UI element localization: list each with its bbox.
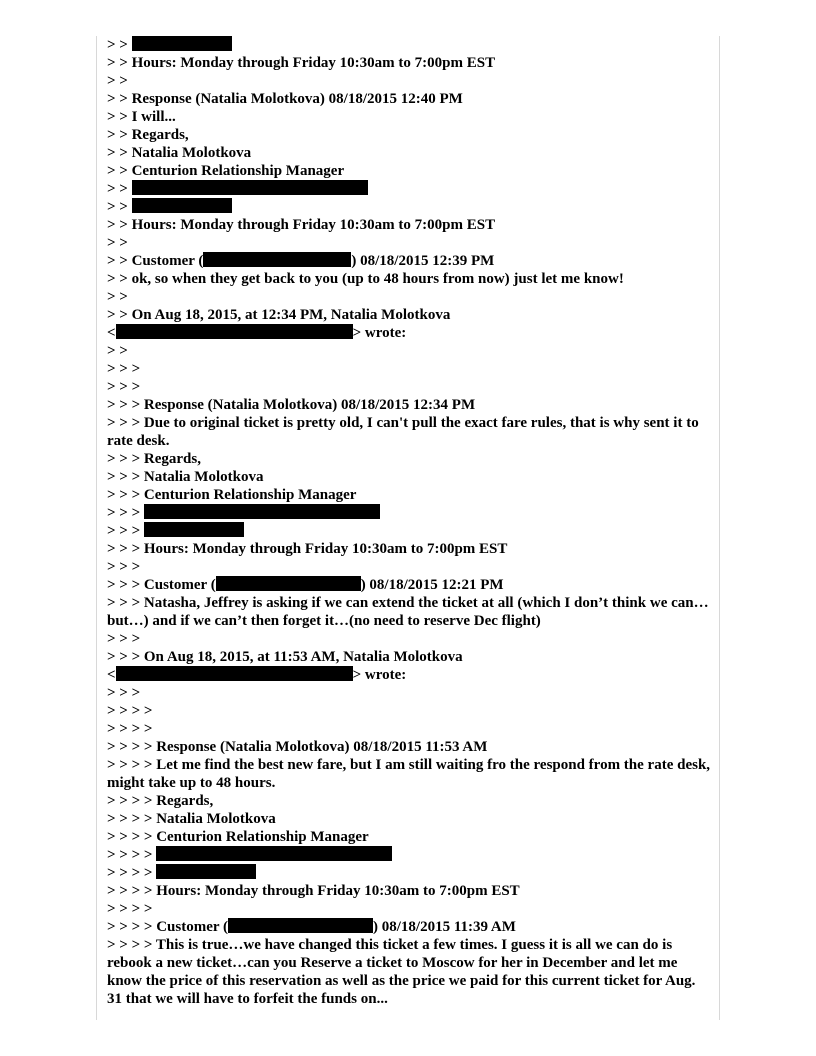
page-border-left [96,36,97,1020]
text-line: > > Natalia Molotkova [107,145,252,161]
text-line: > > [107,289,128,305]
text-line [107,324,712,342]
redaction-bar [132,198,232,213]
text-line: > > Hours: Monday through Friday 10:30am to 7:00pm EST [107,55,496,71]
text-line: > > > Response (Natalia Molotkova) 08/18/2015 12:34 PM [107,397,476,413]
text-line: > > > Natalia Molotkova [107,469,264,485]
line-prefix: > > > > [107,847,157,863]
line-prefix: < [107,325,116,341]
text-line: > > [107,73,128,89]
text-line: > > > Regards, [107,451,201,467]
text-line: > > Centurion Relationship Manager [107,163,345,179]
text-line: > > > > Natalia Molotkova [107,811,276,827]
text-line: > > Regards, [107,127,189,143]
line-prefix: > > > Customer ( [107,577,216,593]
text-line: > > On Aug 18, 2015, at 12:34 PM, Natalia Molotkova [107,307,451,323]
text-line: > > > Hours: Monday through Friday 10:30am to 7:00pm EST [107,541,508,557]
text-line: > > > [107,631,141,647]
text-line [107,180,712,198]
text-line: > > Response (Natalia Molotkova) 08/18/2015 12:40 PM [107,91,463,107]
line-prefix: > > > [107,523,144,539]
text-line: > > > Natasha, Jeffrey is asking if we can extend the ticket at all (which I don’t think we can…but…) and if we can’t then forget it…(no need to reserve Dec flight) [107,595,709,629]
text-line: > > > > [107,901,153,917]
text-line [107,198,712,216]
redaction-bar [132,36,232,51]
text-line: > > > > [107,703,153,719]
line-prefix: > > [107,199,132,215]
text-line [107,666,712,684]
text-line: > > > > Regards, [107,793,214,809]
text-line: > > > On Aug 18, 2015, at 11:53 AM, Natalia Molotkova [107,649,463,665]
text-line [107,252,712,270]
text-line [107,36,712,54]
page-border-right [719,36,720,1020]
line-prefix: > > > > Customer ( [107,919,228,935]
text-line: > > I will... [107,109,176,125]
line-suffix: > wrote: [352,325,407,341]
text-line: > > > > [107,721,153,737]
text-line [107,864,712,882]
redaction-bar [203,252,351,267]
email-thread [107,36,712,1008]
text-line: > > ok, so when they get back to you (up to 48 hours from now) just let me know! [107,271,624,287]
redaction-bar [132,180,368,195]
text-line: > > > [107,379,141,395]
text-line: > > > > This is true…we have changed this ticket a few times. I guess it is all we can do is rebook a new ticket…can you Reserve a ticket to Moscow for her in December and let me know the price of this reservation as well as the price we paid for this current ticket for Aug. 31 that we will have to forfeit the funds on... [107,937,700,1007]
line-suffix: ) 08/18/2015 11:39 AM [372,919,516,935]
text-line: > > Hours: Monday through Friday 10:30am to 7:00pm EST [107,217,496,233]
redaction-bar [144,522,244,537]
text-line [107,522,712,540]
line-prefix: > > [107,37,132,53]
text-line: > > > Centurion Relationship Manager [107,487,357,503]
redaction-bar [156,846,392,861]
redaction-bar [156,864,256,879]
line-suffix: > wrote: [352,667,407,683]
text-line: > > > Due to original ticket is pretty old, I can't pull the exact fare rules, that is why sent it to rate desk. [107,415,703,449]
line-prefix: > > [107,181,132,197]
line-prefix: > > Customer ( [107,253,204,269]
text-line: > > [107,235,128,251]
text-line [107,846,712,864]
text-line [107,576,712,594]
text-line: > > [107,343,128,359]
redaction-bar [216,576,361,591]
redaction-bar [228,918,373,933]
redaction-bar [116,324,353,339]
text-line [107,918,712,936]
redaction-bar [116,666,353,681]
line-prefix: < [107,667,116,683]
line-suffix: ) 08/18/2015 12:21 PM [360,577,504,593]
redaction-bar [144,504,380,519]
text-line: > > > [107,559,141,575]
line-suffix: ) 08/18/2015 12:39 PM [351,253,495,269]
text-line: > > > > Centurion Relationship Manager [107,829,369,845]
text-line: > > > > Response (Natalia Molotkova) 08/18/2015 11:53 AM [107,739,488,755]
text-line: > > > [107,685,141,701]
text-line: > > > > Hours: Monday through Friday 10:30am to 7:00pm EST [107,883,520,899]
text-line: > > > [107,361,141,377]
line-prefix: > > > > [107,865,157,881]
line-prefix: > > > [107,505,144,521]
text-line: > > > > Let me find the best new fare, but I am still waiting fro the respond from the rate desk, might take up to 48 hours. [107,757,714,791]
text-line [107,504,712,522]
